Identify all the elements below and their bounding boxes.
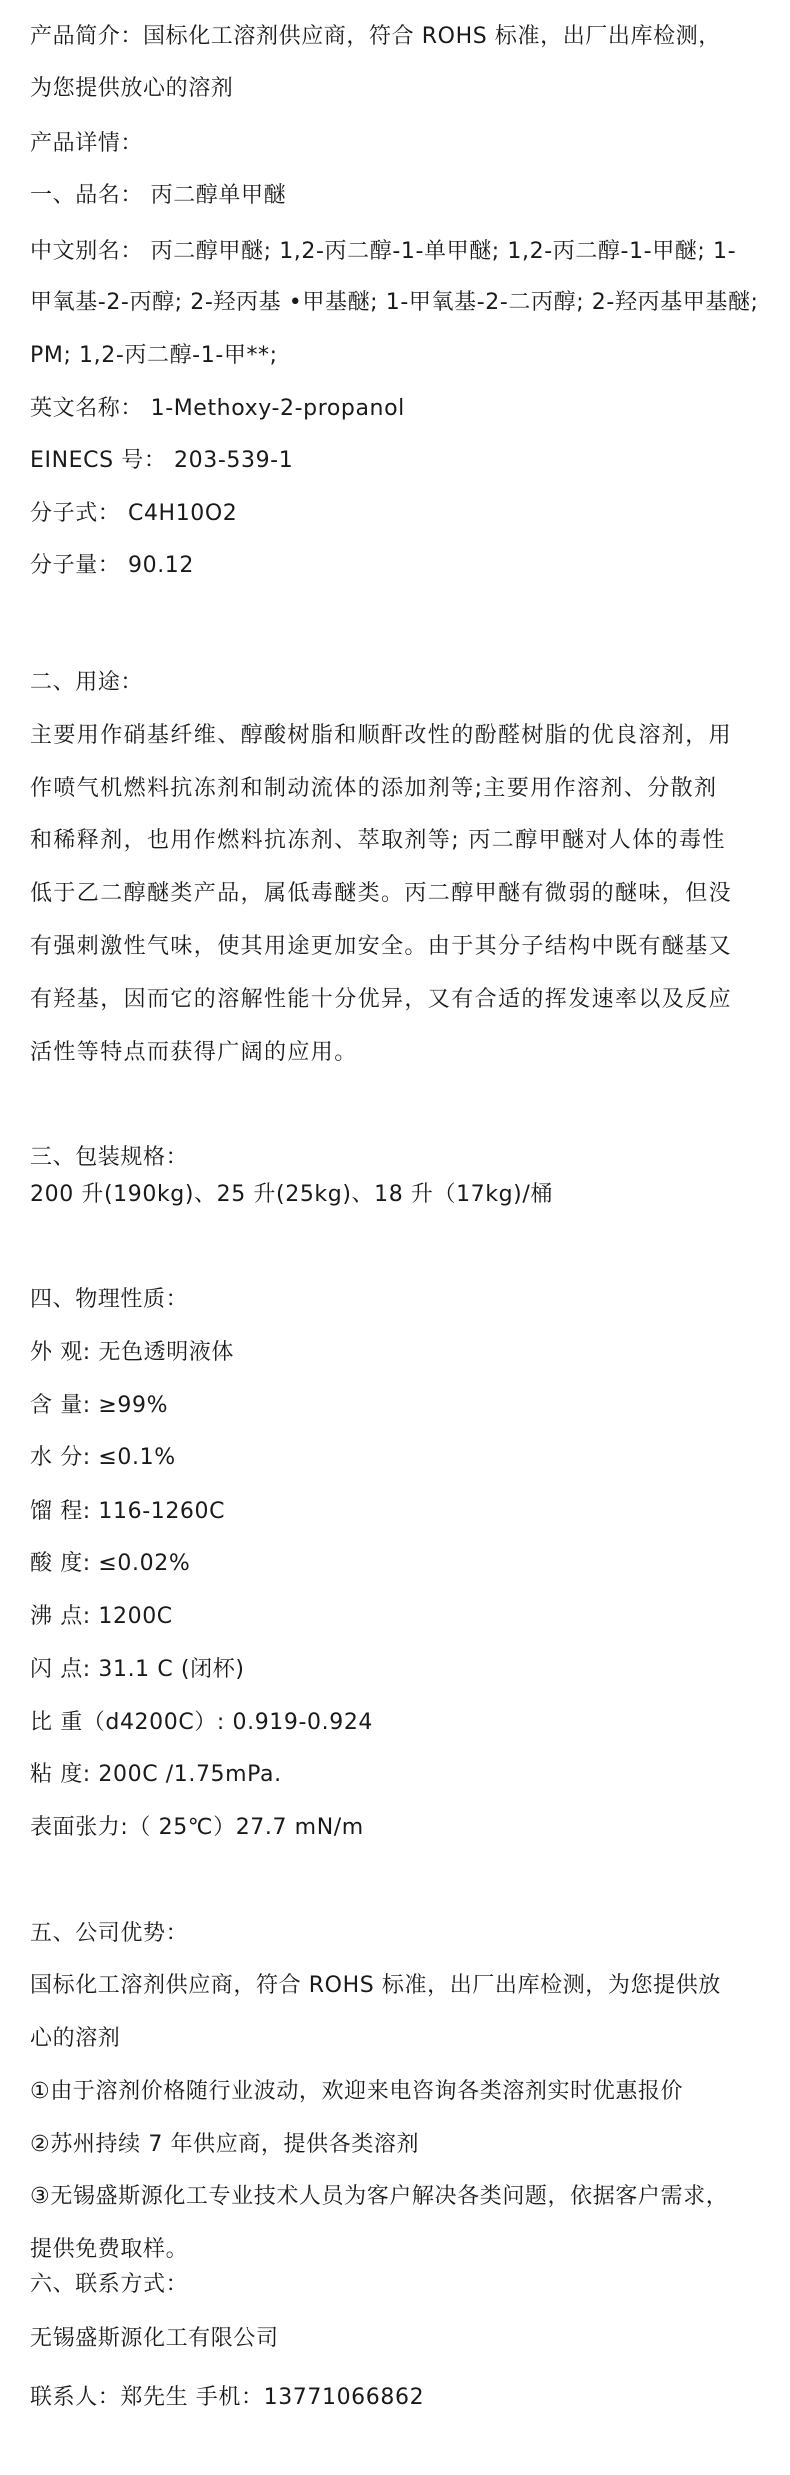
advantage-point-1: ①由于溶剂价格随行业波动，欢迎来电咨询各类溶剂实时优惠报价 xyxy=(30,2079,684,2104)
property-viscosity: 粘 度: 200C /1.75mPa. xyxy=(30,1762,282,1787)
usage-line: 作喷气机燃料抗冻剂和制动流体的添加剂等;主要用作溶剂、分散剂 xyxy=(30,776,718,801)
property-acidity: 酸 度: ≤0.02% xyxy=(30,1551,191,1576)
details-heading: 产品详情： xyxy=(30,131,144,156)
chinese-alias-line-2: 甲氧基-2-丙醇; 2-羟丙基 •甲基醚; 1-甲氧基-2-二丙醇; 2-羟丙基甲基醚; xyxy=(30,290,759,315)
usage-line: 有强刺激性气味，使其用途更加安全。由于其分子结构中既有醚基又 xyxy=(30,934,733,959)
properties-heading: 四、物理性质： xyxy=(30,1287,189,1312)
product-name: 一、品名： 丙二醇单甲醚 xyxy=(30,183,287,208)
chinese-alias-line-3: PM; 1,2-丙二醇-1-甲**; xyxy=(30,343,278,368)
advantage-point-3-line-2: 提供免费取样。 xyxy=(30,2237,189,2262)
property-specific-gravity: 比 重（d4200C）: 0.919-0.924 xyxy=(30,1710,374,1735)
usage-heading: 二、用途： xyxy=(30,670,144,695)
property-moisture: 水 分: ≤0.1% xyxy=(30,1445,176,1470)
advantages-line-1: 国标化工溶剂供应商，符合 ROHS 标准，出厂出库检测，为您提供放 xyxy=(30,1973,721,1998)
contact-heading: 六、联系方式： xyxy=(30,2272,189,2297)
usage-line: 活性等特点而获得广阔的应用。 xyxy=(30,1040,358,1065)
advantage-point-2: ②苏州持续 7 年供应商，提供各类溶剂 xyxy=(30,2132,420,2157)
packaging-heading: 三、包装规格： xyxy=(30,1145,189,1170)
english-name: 英文名称： 1-Methoxy-2-propanol xyxy=(30,396,405,421)
advantages-line-2: 心的溶剂 xyxy=(30,2026,121,2051)
einecs-number: EINECS 号： 203-539-1 xyxy=(30,448,294,473)
advantage-point-3-line-1: ③无锡盛斯源化工专业技术人员为客户解决各类问题，依据客户需求， xyxy=(30,2184,729,2209)
molecular-weight: 分子量： 90.12 xyxy=(30,553,194,578)
usage-line: 有羟基，因而它的溶解性能十分优异，又有合适的挥发速率以及反应 xyxy=(30,987,733,1012)
property-content: 含 量: ≥99% xyxy=(30,1393,169,1418)
property-boiling-point: 沸 点: 1200C xyxy=(30,1604,173,1629)
usage-line: 主要用作硝基纤维、醇酸树脂和顺酐改性的酚醛树脂的优良溶剂，用 xyxy=(30,723,733,748)
packaging-spec: 200 升(190kg)、25 升(25kg)、18 升（17kg)/桶 xyxy=(30,1182,553,1207)
molecular-formula: 分子式： C4H10O2 xyxy=(30,501,238,526)
company-name: 无锡盛斯源化工有限公司 xyxy=(30,2326,279,2351)
property-appearance: 外 观: 无色透明液体 xyxy=(30,1340,234,1365)
intro-line-1: 产品简介：国标化工溶剂供应商，符合 ROHS 标准，出厂出库检测， xyxy=(30,24,721,49)
advantages-heading: 五、公司优势： xyxy=(30,1921,189,1946)
property-distillation-range: 馏 程: 116-1260C xyxy=(30,1499,226,1524)
property-surface-tension: 表面张力:（ 25℃）27.7 mN/m xyxy=(30,1815,364,1840)
chinese-alias-line-1: 中文别名： 丙二醇甲醚; 1,2-丙二醇-1-单甲醚; 1,2-丙二醇-1-甲醚; 1- xyxy=(30,239,737,264)
usage-line: 低于乙二醇醚类产品，属低毒醚类。丙二醇甲醚有微弱的醚味，但没 xyxy=(30,881,733,906)
usage-line: 和稀释剂，也用作燃料抗冻剂、萃取剂等; 丙二醇甲醚对人体的毒性 xyxy=(30,828,726,853)
property-flash-point: 闪 点: 31.1 C (闭杯) xyxy=(30,1657,245,1682)
intro-line-2: 为您提供放心的溶剂 xyxy=(30,76,234,101)
contact-person-phone: 联系人：郑先生 手机：13771066862 xyxy=(30,2385,425,2410)
